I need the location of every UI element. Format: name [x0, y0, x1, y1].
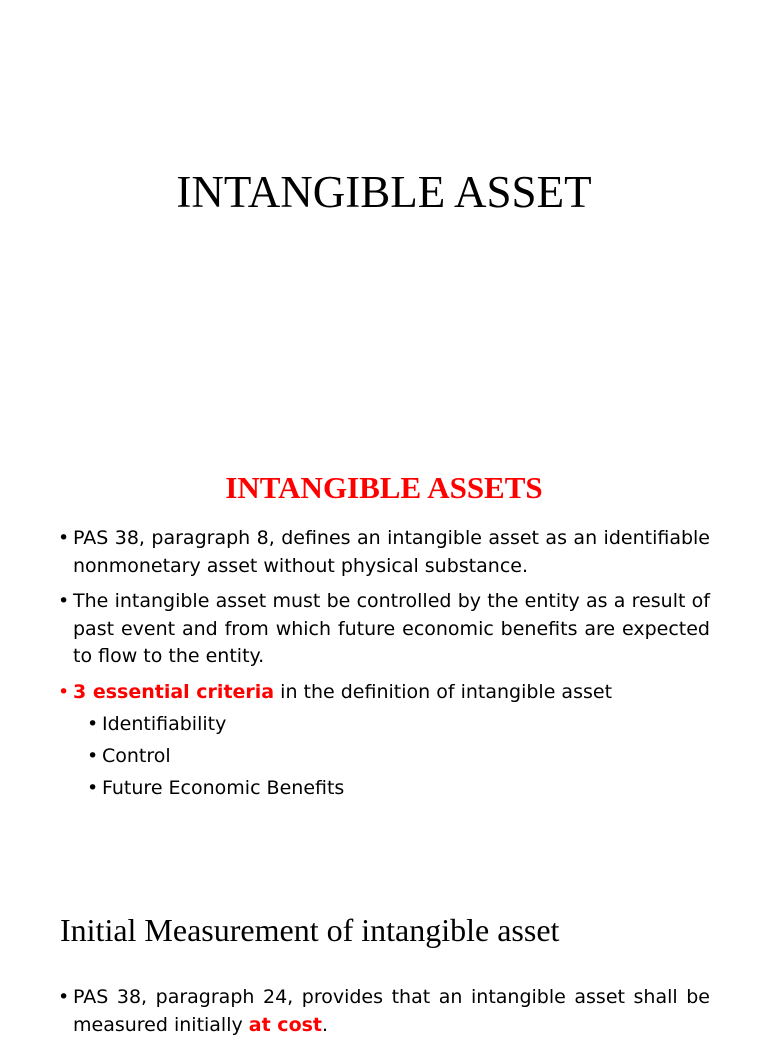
criteria-text: Identifiability	[102, 713, 227, 735]
bullet-item	[58, 525, 710, 580]
bullet-dot: •	[58, 680, 70, 703]
bullet-dot: •	[58, 527, 70, 549]
bullet-text: in the definition of intangible asset	[274, 680, 613, 703]
slide-title	[0, 0, 768, 432]
bullet-text: The intangible asset must be controlled by the entity as a result of past event and from which future economic benefits are expected to flow to the entity.	[73, 590, 710, 667]
bullet-text-end: .	[322, 1013, 329, 1036]
criteria-list	[73, 710, 710, 802]
criteria-text: Future Economic Benefits	[102, 777, 345, 799]
bullet-item	[58, 588, 710, 671]
criteria-item	[87, 774, 710, 802]
bullet-text: PAS 38, paragraph 24, provides that an intangible asset shall be measured initially	[73, 986, 710, 1036]
slide-intangible-assets	[0, 432, 768, 864]
criteria-text: Control	[102, 745, 171, 767]
bullet-list	[58, 984, 710, 1047]
bullet-dot: •	[87, 745, 99, 767]
at-cost-highlight: at cost	[248, 1013, 323, 1036]
bullet-item	[58, 984, 710, 1039]
bullet-dot: •	[58, 590, 70, 612]
criteria-highlight: 3 essential criteria	[73, 680, 275, 703]
bullet-item-criteria	[58, 679, 710, 803]
slide-initial-measurement	[0, 864, 768, 1036]
bullet-text: PAS 38, paragraph 8, defines an intangible asset as an identifiable nonmonetary asset without physical substance.	[73, 527, 710, 577]
criteria-item	[87, 710, 710, 738]
bullet-dot: •	[87, 777, 99, 799]
criteria-item	[87, 742, 710, 770]
bullet-dot: •	[58, 986, 70, 1008]
bullet-list	[58, 525, 710, 810]
slide-heading: Initial Measurement of intangible asset	[60, 912, 560, 948]
bullet-dot: •	[87, 713, 99, 735]
slide-title-heading: INTANGIBLE ASSET	[176, 167, 592, 217]
slide-heading: INTANGIBLE ASSETS	[225, 470, 543, 505]
